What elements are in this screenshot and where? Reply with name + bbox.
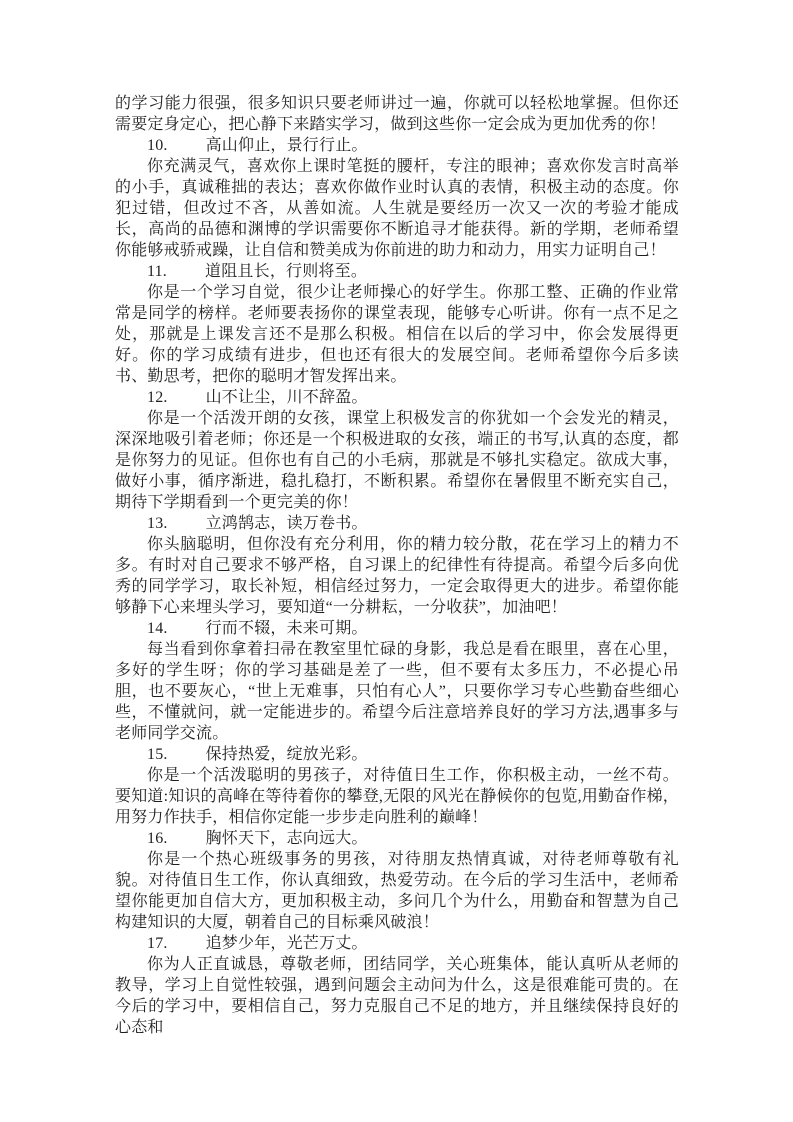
comment-paragraph: 你充满灵气，喜欢你上课时笔挺的腰杆，专注的眼神；喜欢你发言时高举的小手，真诚稚拙的表达；喜欢你做作业时认真的表情，积极主动的态度。你犯过错，但改过不吝，从善如流。人生就是要经历一次又一次的考验才能成长，高尚的品德和渊博的学识需要你不断追寻才能获得。新的学期，老师希望你能够戒骄戒躁，让自信和赞美成为你前进的助力和动力，用实力证明自己！ — [115, 158, 679, 259]
comment-heading — [115, 513, 679, 534]
comment-paragraph: 你是一个活泼聪明的男孩子，对待值日生工作，你积极主动，一丝不苟。要知道:知识的高峰在等待着你的攀登,无限的风光在静候你的包览,用勤奋作梯，用努力作扶手，相信你定能一步步走向胜利的巅峰！ — [115, 767, 679, 826]
heading-number: 12. — [147, 389, 168, 406]
heading-title: 行而不辍，未来可期。 — [205, 620, 368, 637]
document-body — [115, 93, 679, 1038]
heading-number: 17. — [147, 935, 168, 952]
comment-paragraph: 你头脑聪明，但你没有充分利用，你的精力较分散，花在学习上的精力不多。有时对自己要求不够严格，自习课上的纪律性有待提高。希望今后多向优秀的同学学习，取长补短，相信经过努力，一定会取得更大的进步。希望你能够静下心来埋头学习，要知道“一分耕耘，一分收获”，加油吧！ — [115, 536, 679, 616]
comment-paragraph: 每当看到你拿着扫帚在教室里忙碌的身影，我总是看在眼里，喜在心里，多好的学生呀；你的学习基础是差了一些，但不要有太多压力，不必提心吊胆，也不要灰心，“世上无难事，只怕有心人”，只要你学习专心些勤奋些细心些，不懂就问，就一定能进步的。希望今后注意培养良好的学习方法,遇事多与老师同学交流。 — [115, 641, 679, 742]
comment-paragraph: 你是一个学习自觉，很少让老师操心的好学生。你那工整、正确的作业常常是同学的榜样。老师要表扬你的课堂表现，能够专心听讲。你有一点不足之处，那就是上课发言还不是那么积极。相信在以后的学习中，你会发展得更好。你的学习成绩有进步，但也还有很大的发展空间。老师希望你今后多读书、勤思考，把你的聪明才智发挥出来。 — [115, 284, 679, 385]
heading-number: 16. — [147, 830, 168, 847]
heading-number: 11. — [147, 263, 168, 280]
heading-number: 14. — [147, 620, 168, 637]
comment-heading — [115, 387, 679, 408]
heading-title: 道阻且长，行则将至。 — [205, 263, 368, 280]
comment-heading — [115, 135, 679, 156]
heading-title: 胸怀天下，志向远大。 — [205, 830, 368, 847]
comment-heading — [115, 618, 679, 639]
comment-heading — [115, 744, 679, 765]
comment-paragraph: 你为人正直诚恳，尊敬老师，团结同学，关心班集体，能认真听从老师的教导，学习上自觉性较强，遇到问题会主动问为什么，这是很难能可贵的。在今后的学习中，要相信自己，努力克服自己不足的地方，并且继续保持良好的心态和 — [115, 956, 679, 1036]
comment-paragraph: 你是一个热心班级事务的男孩，对待朋友热情真诚，对待老师尊敬有礼貌。对待值日生工作，你认真细致，热爱劳动。在今后的学习生活中，老师希望你能更加自信大方，更加积极主动，多问几个为什么，用勤奋和智慧为自己构建知识的大厦，朝着自己的目标乘风破浪！ — [115, 851, 679, 931]
comment-heading — [115, 261, 679, 282]
heading-title: 追梦少年，光芒万丈。 — [205, 935, 368, 952]
heading-title: 山不让尘，川不辞盈。 — [205, 389, 368, 406]
heading-title: 立鸿鹄志，读万卷书。 — [205, 515, 368, 532]
heading-title: 保持热爱，绽放光彩。 — [205, 746, 368, 763]
heading-title: 高山仰止，景行行止。 — [205, 137, 368, 154]
heading-number: 13. — [147, 515, 168, 532]
comment-heading — [115, 933, 679, 954]
heading-number: 10. — [147, 137, 168, 154]
comment-heading — [115, 828, 679, 849]
paragraph-continuation: 的学习能力很强，很多知识只要老师讲过一遍，你就可以轻松地掌握。但你还需要定身定心，把心静下来踏实学习，做到这些你一定会成为更加优秀的你！ — [115, 95, 679, 133]
comment-paragraph: 你是一个活泼开朗的女孩，课堂上积极发言的你犹如一个会发光的精灵，深深地吸引着老师；你还是一个积极进取的女孩，端正的书写,认真的态度，都是你努力的见证。但你也有自己的小毛病，那就是不够扎实稳定。欲成大事，做好小事，循序渐进，稳扎稳打，不断积累。希望你在暑假里不断充实自己，期待下学期看到一个更完美的你！ — [115, 410, 679, 511]
heading-number: 15. — [147, 746, 168, 763]
